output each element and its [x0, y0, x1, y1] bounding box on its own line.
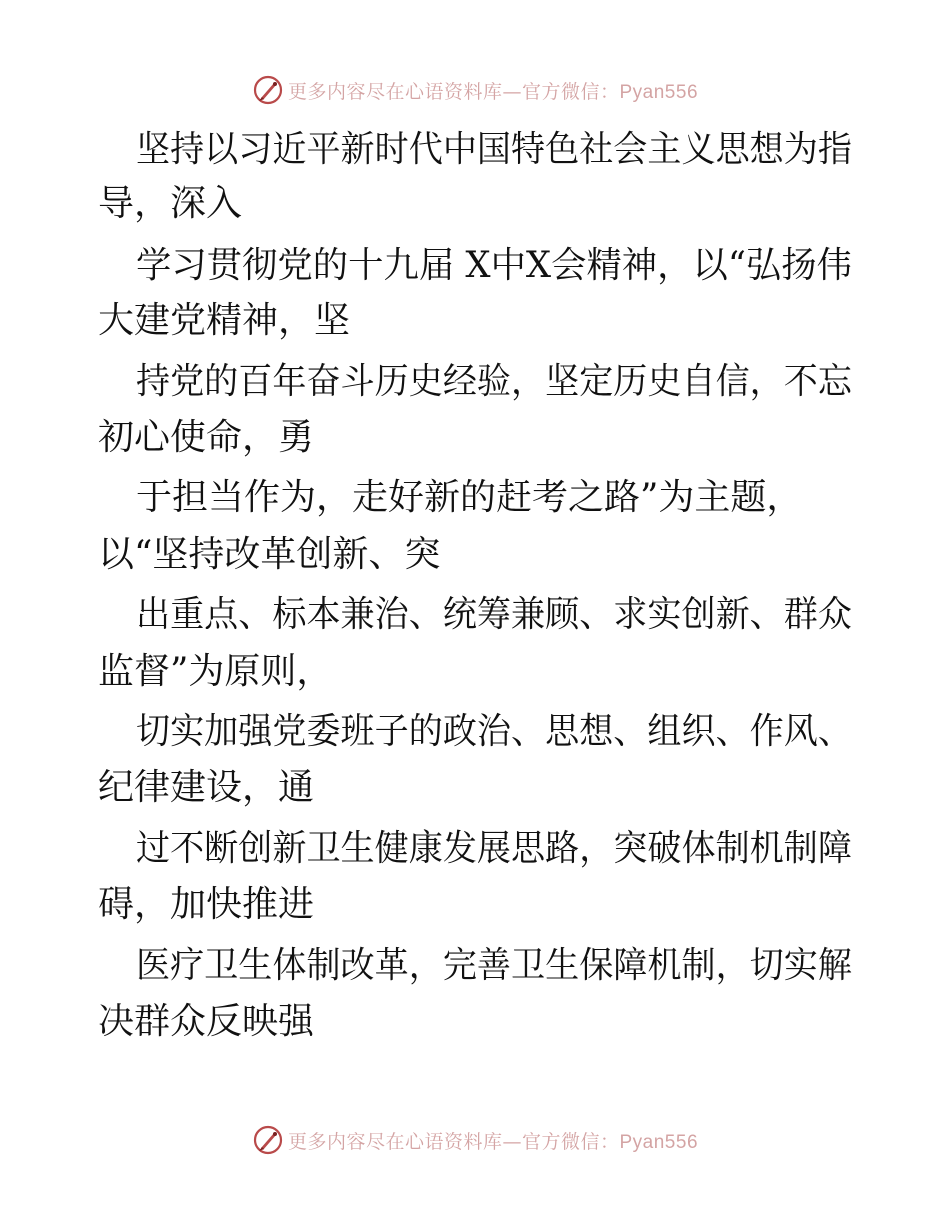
text-line-9: 出重点、标本兼治、统筹兼顾、求实创新、群众 [136, 594, 852, 635]
watermark-text: 更多内容尽在心语资料库—官方微信：Pyan556 [287, 1130, 699, 1153]
text-line-16: 决群众反映强 [98, 1001, 315, 1042]
text-line-4: 大建党精神，坚 [98, 300, 351, 341]
header-watermark [0, 72, 950, 108]
watermark-text: 更多内容尽在心语资料库—官方微信：Pyan556 [287, 80, 699, 103]
text-line-2: 导，深入 [98, 183, 243, 224]
text-line-15: 医疗卫生体制改革，完善卫生保障机制，切实解 [136, 945, 852, 986]
text-line-10: 监督”为原则， [98, 651, 333, 692]
quill-pen-circle-icon [252, 1124, 284, 1156]
text-line-3: 学习贯彻党的十九届 X中X会精神，以“弘扬伟 [136, 245, 852, 286]
text-line-7: 于担当作为，走好新的赶考之路”为主题， [136, 477, 803, 518]
text-line-1: 坚持以习近平新时代中国特色社会主义思想为指 [136, 129, 852, 170]
text-line-8: 以“坚持改革创新、突 [98, 534, 441, 575]
text-line-5: 持党的百年奋斗历史经验，坚定历史自信，不忘 [136, 361, 852, 402]
footer-watermark [0, 1122, 950, 1158]
text-line-6: 初心使命，勇 [98, 417, 315, 458]
text-line-13: 过不断创新卫生健康发展思路，突破体制机制障 [136, 828, 852, 869]
text-line-14: 碍，加快推进 [98, 884, 315, 925]
text-line-12: 纪律建设，通 [98, 767, 315, 808]
quill-pen-circle-icon [252, 74, 284, 106]
text-line-11: 切实加强党委班子的政治、思想、组织、作风、 [136, 711, 852, 752]
